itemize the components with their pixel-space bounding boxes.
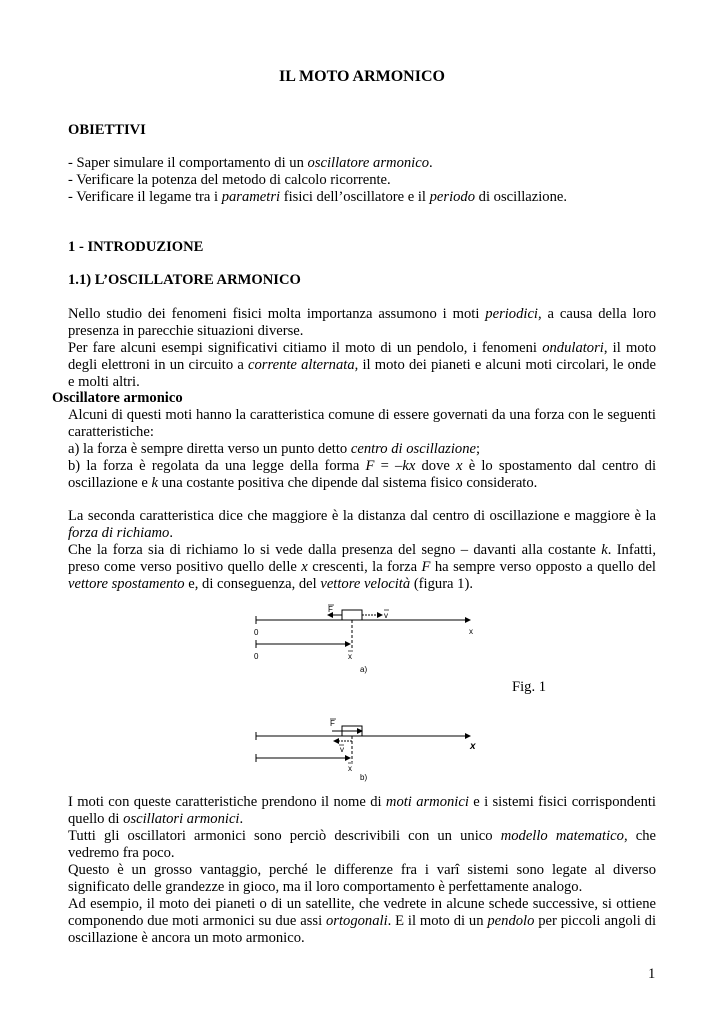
subfigure-label-b: b) <box>360 773 368 782</box>
paragraph-characteristics: Alcuni di questi moti hanno la caratteristica comune di essere governati da una forza con le seguenti caratteristiche: a) la forza è sempre diretta verso un punto detto centro di oscillazione; b) la forza è regolata da una legge della forma F = –kx dove x è lo spostamento dal centro di oscillazione e k una costante positiva che dipende dal sistema fisico considerato. <box>68 407 656 491</box>
objectives-heading: OBIETTIVI <box>68 122 146 138</box>
figure-1a <box>248 602 488 678</box>
figure-1b <box>248 714 488 784</box>
x-axis-label: x <box>469 627 473 636</box>
origin-label-2: 0 <box>254 652 259 661</box>
oscillator-heading: Oscillatore armonico <box>52 390 183 406</box>
mass-block <box>342 610 362 620</box>
page-title: IL MOTO ARMONICO <box>279 68 445 85</box>
displacement-label: x <box>348 764 352 773</box>
force-label: F <box>330 719 335 728</box>
velocity-label: v <box>384 611 388 620</box>
subfigure-label-a: a) <box>360 665 368 674</box>
displacement-label: x <box>348 652 352 661</box>
objective-item-1: - Saper simulare il comportamento di un oscillatore armonico. <box>68 155 433 171</box>
paragraph-periodic: Nello studio dei fenomeni fisici molta importanza assumono i moti periodici, a causa della loro presenza in parecchie situazioni diverse. Per fare alcuni esempi significativi citiamo il moto di un pendolo, i fenomeni ondulatori, il moto degli elettroni in un circuito a corrente alternata, il moto dei pianeti e alcuni moti circolari, le onde e molti altri. <box>68 306 657 390</box>
subsection-heading: 1.1) L’OSCILLATORE ARMONICO <box>68 272 301 288</box>
origin-label: 0 <box>254 628 259 637</box>
figure-caption: Fig. 1 <box>512 679 547 695</box>
velocity-label: v <box>340 745 344 754</box>
objective-item-2: - Verificare la potenza del metodo di calcolo ricorrente. <box>68 172 391 188</box>
paragraph-harmonic: I moti con queste caratteristiche prendono il nome di moti armonici e i sistemi fisici corrispondenti quello di oscillatori armonici. Tutti gli oscillatori armonici sono perciò descrivibili con un unico modello matematico, che vedremo fra poco. Questo è un grosso vantaggio, perché le differenze fra i varî sistemi sono legate al diverso significato delle grandezze in gioco, ma il loro comportamento è perfettamente analogo. Ad esempio, il moto dei pianeti o di un satellite, che vedrete in alcune schede successive, si ottiene componendo due moti armonici su due assi ortogonali. E il moto di un pendolo per piccoli angoli di oscillazione è ancora un moto armonico. <box>68 794 656 946</box>
x-axis-label: x <box>470 741 476 752</box>
page-number: 1 <box>648 966 656 982</box>
section-heading: 1 - INTRODUZIONE <box>68 239 204 255</box>
objective-item-3: - Verificare il legame tra i parametri fisici dell’oscillatore e il periodo di oscillazione. <box>68 189 568 205</box>
paragraph-restoring-force: La seconda caratteristica dice che maggiore è la distanza dal centro di oscillazione e maggiore è la forza di richiamo. Che la forza sia di richiamo lo si vede dalla presenza del segno – davanti alla costante k. Infatti, preso come verso positivo quello delle x crescenti, la forza F ha sempre verso opposto a quello del vettore spostamento e, di conseguenza, del vettore velocità (figura 1). <box>68 508 656 592</box>
force-label: F <box>328 605 333 614</box>
